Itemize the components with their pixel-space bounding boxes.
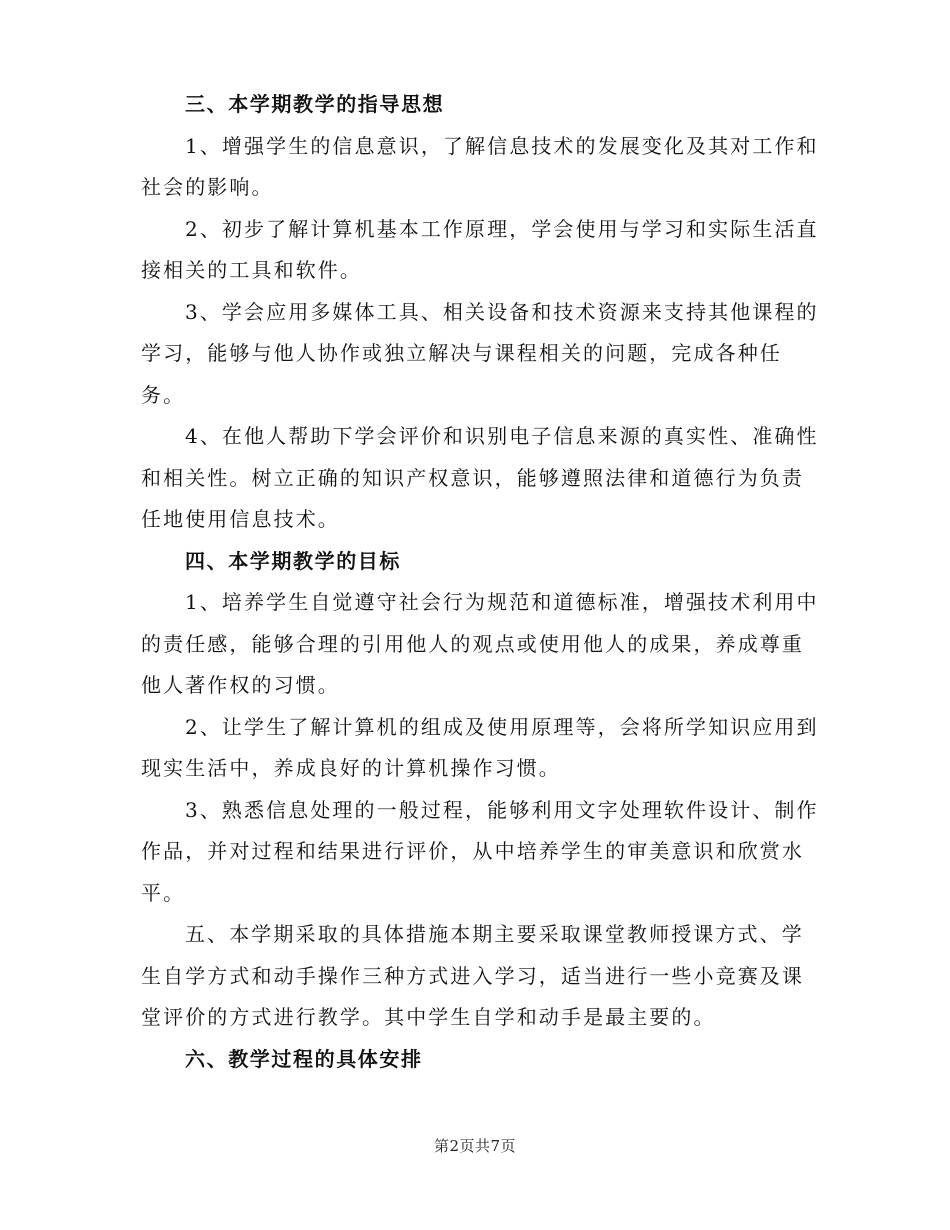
paragraph (141, 582, 819, 707)
paragraph-line: 3、熟悉信息处理的一般过程，能够利用文字处理软件设计、制作 (185, 797, 819, 822)
section-heading: 六、教学过程的具体安排 (185, 1046, 423, 1071)
paragraph-line: 任地使用信息技术。 (141, 507, 340, 531)
paragraph-line: 的责任感，能够合理的引用他人的观点或使用他人的成果，养成尊重 (141, 631, 804, 656)
paragraph-line: 1、培养学生自觉遵守社会行为规范和道德标准，增强技术利用中 (185, 590, 819, 614)
paragraph-line: 2、让学生了解计算机的组成及使用原理等，会将所学知识应用到 (185, 714, 819, 739)
paragraph (141, 209, 819, 292)
paragraph (141, 914, 809, 1039)
paragraph (141, 416, 819, 541)
paragraph-line: 4、在他人帮助下学会评价和识别电子信息来源的真实性、准确性 (185, 424, 819, 448)
paragraph-line: 1、增强学生的信息意识，了解信息技术的发展变化及其对工作和 (185, 133, 819, 158)
paragraph-line: 生自学方式和动手操作三种方式进入学习，适当进行一些小竞赛及课 (141, 963, 804, 988)
document-body (141, 84, 819, 1080)
paragraph-line: 堂评价的方式进行教学。其中学生自学和动手是最主要的。 (141, 1005, 716, 1029)
section-heading: 四、本学期教学的目标 (185, 548, 401, 573)
paragraph-line: 作品，并对过程和结果进行评价，从中培养学生的审美意识和欣赏水 (141, 839, 804, 863)
paragraph (141, 790, 819, 915)
paragraph-line: 学习，能够与他人协作或独立解决与课程相关的问题，完成各种任 (141, 341, 782, 365)
section-heading: 三、本学期教学的指导思想 (185, 92, 445, 116)
paragraph-line: 2、初步了解计算机基本工作原理，学会使用与学习和实际生活直 (185, 216, 819, 241)
page-number-footer: 第2页共7页 (433, 1137, 517, 1155)
paragraph-line: 3、学会应用多媒体工具、相关设备和技术资源来支持其他课程的 (185, 299, 819, 324)
paragraph-line: 接相关的工具和软件。 (141, 258, 362, 282)
paragraph-line: 社会的影响。 (141, 175, 274, 199)
paragraph-line: 现实生活中，养成良好的计算机操作习惯。 (141, 756, 561, 780)
paragraph (141, 292, 819, 417)
paragraph-line: 他人著作权的习惯。 (141, 673, 340, 697)
paragraph (141, 126, 819, 209)
paragraph-line: 和相关性。树立正确的知识产权意识，能够遵照法律和道德行为负责 (141, 465, 804, 490)
paragraph (141, 707, 819, 790)
paragraph-line: 务。 (141, 382, 186, 407)
paragraph-line: 平。 (141, 880, 186, 905)
paragraph-line: 五、本学期采取的具体措施本期主要采取课堂教师授课方式、学 (185, 922, 804, 946)
